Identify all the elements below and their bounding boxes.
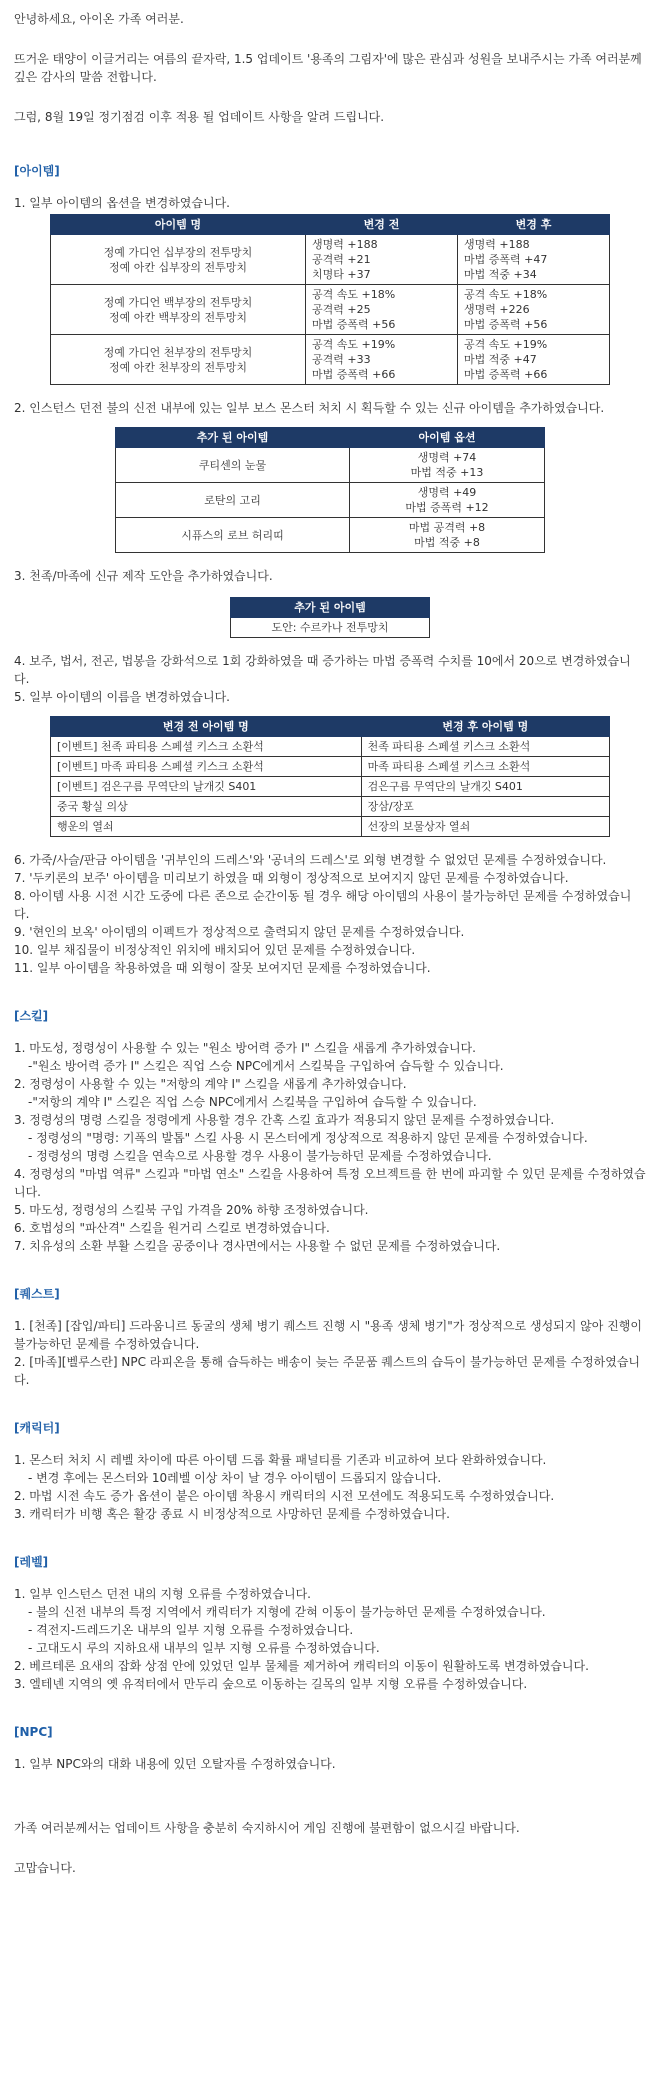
table-header: 변경 전	[306, 215, 458, 235]
item-name-cell: 정예 가디언 천부장의 전투망치 정예 아칸 천부장의 전투망치	[51, 335, 306, 385]
skill-line: 7. 치유성의 소환 부활 스킬을 공중이나 경사면에서는 사용할 수 없던 문제를 수정하였습니다.	[14, 1239, 501, 1253]
item-name-cell: 쿠티센의 눈물	[116, 448, 350, 483]
table-header: 변경 전 아이템 명	[51, 717, 362, 737]
skill-line: 4. 정령성의 "마법 역류" 스킬과 "마법 연소" 스킬을 사용하여 특정 오브젝트를 한 번에 파괴할 수 있던 문제를 수정하였습니다.	[14, 1167, 646, 1199]
character-line: - 변경 후에는 몬스터와 10레벨 이상 차이 날 경우 아이템이 드롭되지 않습니다.	[28, 1471, 442, 1485]
after-cell: 공격 속도 +18% 생명력 +226 마법 증폭력 +56	[457, 285, 609, 335]
skills-list	[14, 1039, 646, 1255]
skill-line: 2. 정령성이 사용할 수 있는 "저항의 계약 I" 스킬을 새롭게 추가하였습니다.	[14, 1077, 407, 1091]
section-heading-quests: [퀘스트]	[14, 1287, 60, 1301]
item-name-cell: 정예 가디언 백부장의 전투망치 정예 아칸 백부장의 전투망치	[51, 285, 306, 335]
item-note-1: 1. 일부 아이템의 옵션을 변경하였습니다.	[14, 196, 230, 210]
table-row	[116, 448, 545, 483]
item-note-11: 11. 일부 아이템을 착용하였을 때 외형이 잘못 보여지던 문제를 수정하였습니다.	[14, 961, 431, 975]
item-note-7: 7. '두키론의 보주' 아이템을 미리보기 하였을 때 외형이 정상적으로 보여지지 않던 문제를 수정하였습니다.	[14, 871, 569, 885]
new-item-table	[115, 427, 545, 553]
section-heading-character: [캐릭터]	[14, 1421, 60, 1435]
new-name-cell: 검은구름 무역단의 날개깃 S401	[361, 777, 609, 797]
item-option-change-table	[50, 214, 610, 385]
skill-line: -"저항의 계약 I" 스킬은 직업 스승 NPC에게서 스킬북을 구입하여 습득할 수 있습니다.	[28, 1095, 477, 1109]
skill-line: 1. 마도성, 정령성이 사용할 수 있는 "원소 방어력 증가 I" 스킬을 새롭게 추가하였습니다.	[14, 1041, 476, 1055]
item-note-6: 6. 가죽/사슬/판금 아이템을 '귀부인의 드레스'와 '공녀의 드레스'로 외형 변경할 수 없었던 문제를 수정하였습니다.	[14, 853, 607, 867]
closing-text: 가족 여러분께서는 업데이트 사항을 충분히 숙지하시어 게임 진행에 불편함이 없으시길 바랍니다.	[14, 1821, 520, 1835]
before-cell: 공격 속도 +18% 공격력 +25 마법 증폭력 +56	[306, 285, 458, 335]
table-row	[116, 483, 545, 518]
level-line: - 불의 신전 내부의 특정 지역에서 캐릭터가 지형에 갇혀 이동이 불가능하던 문제를 수정하였습니다.	[28, 1605, 546, 1619]
level-line: - 격전지-드레드기온 내부의 일부 지형 오류를 수정하였습니다.	[28, 1623, 354, 1637]
item-note-5: 5. 일부 아이템의 이름을 변경하였습니다.	[14, 690, 230, 704]
section-heading-skills: [스킬]	[14, 1009, 49, 1023]
skill-line: -"원소 방어력 증가 I" 스킬은 직업 스승 NPC에게서 스킬북을 구입하여 습득할 수 있습니다.	[28, 1059, 504, 1073]
table-header: 추가 된 아이템	[116, 428, 350, 448]
character-line: 3. 캐릭터가 비행 혹은 활강 종료 시 비정상적으로 사망하던 문제를 수정하였습니다.	[14, 1507, 450, 1521]
item-name-cell: 시퓨스의 로브 허리띠	[116, 518, 350, 553]
level-line: 1. 일부 인스턴스 던전 내의 지형 오류를 수정하였습니다.	[14, 1587, 311, 1601]
section-heading-level: [레벨]	[14, 1555, 49, 1569]
character-line: 2. 마법 시전 속도 증가 옵션이 붙은 아이템 착용시 캐릭터의 시전 모션에도 적용되도록 수정하였습니다.	[14, 1489, 555, 1503]
new-name-cell: 마족 파티용 스페셜 키스크 소환석	[361, 757, 609, 777]
intro-text-2: 그럼, 8월 19일 정기점검 이후 적용 될 업데이트 사항을 알려 드립니다.	[14, 110, 385, 124]
after-cell: 생명력 +188 마법 증폭력 +47 마법 적중 +34	[457, 235, 609, 285]
table-row	[116, 518, 545, 553]
table-row	[51, 797, 610, 817]
level-line: 3. 엘테넨 지역의 옛 유적터에서 만두리 숲으로 이동하는 길목의 일부 지형 오류를 수정하였습니다.	[14, 1677, 528, 1691]
before-cell: 생명력 +188 공격력 +21 치명타 +37	[306, 235, 458, 285]
item-name-cell: 로탄의 고리	[116, 483, 350, 518]
item-name-cell: 정예 가디언 십부장의 전투망치 정예 아칸 십부장의 전투망치	[51, 235, 306, 285]
after-cell: 공격 속도 +19% 마법 적중 +47 마법 증폭력 +66	[457, 335, 609, 385]
old-name-cell: 중국 황실 의상	[51, 797, 362, 817]
item-note-4: 4. 보주, 법서, 전곤, 법봉을 강화석으로 1회 강화하였을 때 증가하는 마법 증폭력 수치를 10에서 20으로 변경하였습니다.	[14, 654, 631, 686]
table-row	[51, 777, 610, 797]
character-line: 1. 몬스터 처치 시 레벨 차이에 따른 아이템 드롭 확률 패널티를 기존과 비교하여 보다 완화하였습니다.	[14, 1453, 547, 1467]
table-header: 아이템 명	[51, 215, 306, 235]
level-line: - 고대도시 루의 지하요새 내부의 일부 지형 오류를 수정하였습니다.	[28, 1641, 380, 1655]
item-note-2: 2. 인스턴스 던전 불의 신전 내부에 있는 일부 보스 몬스터 처치 시 획득할 수 있는 신규 아이템을 추가하였습니다.	[14, 401, 605, 415]
character-list	[14, 1451, 646, 1523]
table-row	[51, 235, 610, 285]
item-note-8: 8. 아이템 사용 시전 시간 도중에 다른 존으로 순간이동 될 경우 해당 아이템의 사용이 불가능하던 문제를 수정하였습니다.	[14, 889, 632, 921]
section-heading-npc: [NPC]	[14, 1725, 53, 1739]
intro-text: 뜨거운 태양이 이글거리는 여름의 끝자락, 1.5 업데이트 '용족의 그림자'에 많은 관심과 성원을 보내주시는 가족 여러분께 깊은 감사의 말씀 전합니다.	[14, 52, 642, 84]
new-name-cell: 천족 파티용 스페셜 키스크 소환석	[361, 737, 609, 757]
recipe-cell: 도안: 수르카나 전투망치	[231, 618, 430, 638]
npc-note-1: 1. 일부 NPC와의 대화 내용에 있던 오탈자를 수정하였습니다.	[14, 1757, 336, 1771]
table-header: 추가 된 아이템	[231, 598, 430, 618]
skill-line: 5. 마도성, 정령성의 스킬북 구입 가격을 20% 하향 조정하였습니다.	[14, 1203, 369, 1217]
skill-line: 6. 호법성의 "파산격" 스킬을 원거리 스킬로 변경하였습니다.	[14, 1221, 330, 1235]
skill-line: - 정령성의 명령 스킬을 연속으로 사용할 경우 사용이 불가능하던 문제를 수정하였습니다.	[28, 1149, 492, 1163]
quest-note-1: 1. [천족] [잡입/파티] 드라움니르 동굴의 생체 병기 퀘스트 진행 시 "용족 생체 병기"가 정상적으로 생성되지 않아 진행이 불가능하던 문제를 수정하였습니다.	[14, 1319, 642, 1351]
table-header: 변경 후 아이템 명	[361, 717, 609, 737]
table-row	[51, 817, 610, 837]
thanks-text: 고맙습니다.	[14, 1861, 76, 1875]
section-heading-items: [아이템]	[14, 164, 60, 178]
item-note-9: 9. '현인의 보옥' 아이템의 이펙트가 정상적으로 출력되지 않던 문제를 수정하였습니다.	[14, 925, 465, 939]
item-option-cell: 생명력 +74 마법 적중 +13	[350, 448, 545, 483]
new-name-cell: 장삼/장포	[361, 797, 609, 817]
item-option-cell: 마법 공격력 +8 마법 적중 +8	[350, 518, 545, 553]
level-list	[14, 1585, 646, 1693]
table-row	[51, 335, 610, 385]
skill-line: 3. 정령성의 명령 스킬을 정령에게 사용할 경우 간혹 스킬 효과가 적용되지 않던 문제를 수정하였습니다.	[14, 1113, 555, 1127]
table-row	[51, 285, 610, 335]
item-note-3: 3. 천족/마족에 신규 제작 도안을 추가하였습니다.	[14, 569, 273, 583]
old-name-cell: [이벤트] 검은구름 무역단의 날개깃 S401	[51, 777, 362, 797]
table-row	[231, 618, 430, 638]
quest-note-2: 2. [마족][벨루스란] NPC 라피온을 통해 습득하는 배송이 늦는 주문품 퀘스트의 습득이 불가능하던 문제를 수정하였습니다.	[14, 1355, 640, 1387]
old-name-cell: [이벤트] 천족 파티용 스페셜 키스크 소환석	[51, 737, 362, 757]
old-name-cell: 행운의 열쇠	[51, 817, 362, 837]
item-rename-table	[50, 716, 610, 837]
new-recipe-table	[230, 597, 430, 638]
item-option-cell: 생명력 +49 마법 증폭력 +12	[350, 483, 545, 518]
old-name-cell: [이벤트] 마족 파티용 스페셜 키스크 소환석	[51, 757, 362, 777]
table-header: 아이템 옵션	[350, 428, 545, 448]
skill-line: - 정령성의 "명령: 기폭의 발톱" 스킬 사용 시 몬스터에게 정상적으로 적용하지 않던 문제를 수정하였습니다.	[28, 1131, 588, 1145]
table-row	[51, 757, 610, 777]
item-note-10: 10. 일부 채집물이 비정상적인 위치에 배치되어 있던 문제를 수정하였습니다.	[14, 943, 416, 957]
new-name-cell: 선장의 보물상자 열쇠	[361, 817, 609, 837]
level-line: 2. 베르테론 요새의 잡화 상점 안에 있었던 일부 물체를 제거하여 캐릭터의 이동이 원활하도록 변경하였습니다.	[14, 1659, 589, 1673]
greeting: 안녕하세요, 아이온 가족 여러분.	[14, 12, 184, 26]
before-cell: 공격 속도 +19% 공격력 +33 마법 증폭력 +66	[306, 335, 458, 385]
table-header: 변경 후	[457, 215, 609, 235]
table-row	[51, 737, 610, 757]
